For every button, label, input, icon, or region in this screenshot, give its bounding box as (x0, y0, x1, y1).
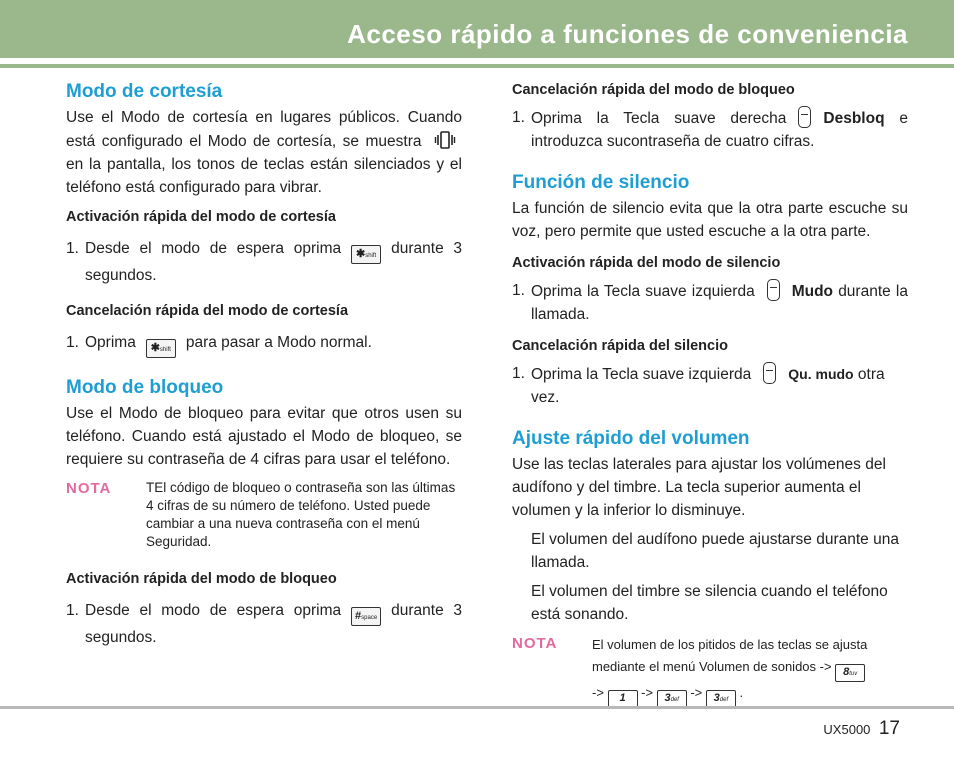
cortesia-intro-b: en la pantalla, los tonos de teclas están silenciados y el teléfono está configurado para vibrar. (66, 156, 462, 196)
bloqueo-intro: Use el Modo de bloqueo para evitar que otros usen su teléfono. Cuando está ajustado el Modo de bloqueo, se requiere su contraseña de 4 cifras para usar el teléfono. (66, 405, 462, 468)
bloqueo-nota (66, 479, 462, 551)
nota-text: TEl código de bloqueo o contraseña son las últimas 4 cifras de su número de teléfono. Usted puede cambiar a una nueva contraseña con el menú Seguridad. (146, 480, 456, 549)
eight-key-icon: 8tuv (835, 664, 865, 682)
three-key-icon: 3def (657, 690, 687, 708)
cortesia-activacion-title: Activación rápida del modo de cortesía (66, 209, 336, 225)
section-title-volumen: Ajuste rápido del volumen (512, 428, 750, 449)
star-shift-key-icon: ✱shift (351, 245, 381, 264)
section-title-bloqueo: Modo de bloqueo (66, 377, 224, 398)
list-item: 1. Oprima ✱shift para pasar a Modo normal. (66, 331, 462, 358)
page-header (0, 0, 954, 58)
volumen-p1: El volumen del audífono puede ajustarse durante una llamada. (531, 531, 899, 571)
footer (823, 718, 900, 740)
section-title-cortesia: Modo de cortesía (66, 81, 223, 102)
model-name: UX5000 (823, 722, 871, 737)
star-shift-key-icon: ✱shift (146, 339, 176, 358)
cortesia-intro-a: Use el Modo de cortesía en lugares públicos. Cuando está configurado el Modo de cortesía, se muestra (66, 109, 462, 150)
volumen-nota (512, 634, 908, 708)
right-soft-key-icon (798, 106, 811, 128)
bloqueo-activacion-title: Activación rápida del modo de bloqueo (66, 571, 337, 587)
volumen-p2: El volumen del timbre se silencia cuando el teléfono está sonando. (531, 583, 888, 623)
nota-label: NOTA (512, 635, 558, 652)
list-item: 1. Oprima la Tecla suave derecha Desbloq e introduzca sucontraseña de cuatro cifras. (512, 106, 908, 153)
silencio-cancelacion-title: Cancelación rápida del silencio (512, 338, 728, 354)
vibrate-icon (434, 129, 456, 151)
left-soft-key-icon (767, 279, 780, 301)
list-item: 1. Oprima la Tecla suave izquierda Mudo durante la llamada. (512, 279, 908, 326)
nota-label: NOTA (66, 480, 112, 497)
page-number: 17 (878, 718, 900, 739)
cortesia-intro (66, 106, 462, 199)
silencio-intro: La función de silencio evita que la otra parte escuche su voz, pero permite que usted escuche a la otra parte. (512, 200, 908, 240)
cortesia-cancelacion-title: Cancelación rápida del modo de cortesía (66, 303, 349, 319)
section-title-silencio: Función de silencio (512, 172, 690, 193)
silencio-activacion-title: Activación rápida del modo de silencio (512, 255, 781, 271)
left-soft-key-icon (763, 362, 776, 384)
left-column (66, 80, 462, 649)
three-key-icon: 3def (706, 690, 736, 708)
list-item: 1. Desde el modo de espera oprima #space durante 3 segundos. (66, 602, 463, 646)
nota-text: El volumen de los pitidos de las teclas se ajusta mediante el menú Volumen de sonidos -> 8tuv -> 1 -> 3def -> 3def . (592, 634, 908, 708)
page-title: Acceso rápido a funciones de conveniencia (347, 19, 908, 49)
footer-rule (0, 706, 954, 709)
header-rule (0, 64, 954, 68)
list-item: 1. Oprima la Tecla suave izquierda Qu. mudo otra vez. (512, 362, 908, 409)
right-column (512, 80, 908, 708)
one-key-icon: 1 (608, 690, 638, 708)
list-item: 1. Desde el modo de espera oprima ✱shift durante 3 segundos. (66, 240, 463, 284)
volumen-intro: Use las teclas laterales para ajustar los volúmenes del audífono y del timbre. La tecla superior aumenta el volumen y la inferior lo disminuye. (512, 456, 886, 519)
hash-space-key-icon: #space (351, 607, 381, 626)
bloqueo-cancelacion-title: Cancelación rápida del modo de bloqueo (512, 82, 795, 98)
